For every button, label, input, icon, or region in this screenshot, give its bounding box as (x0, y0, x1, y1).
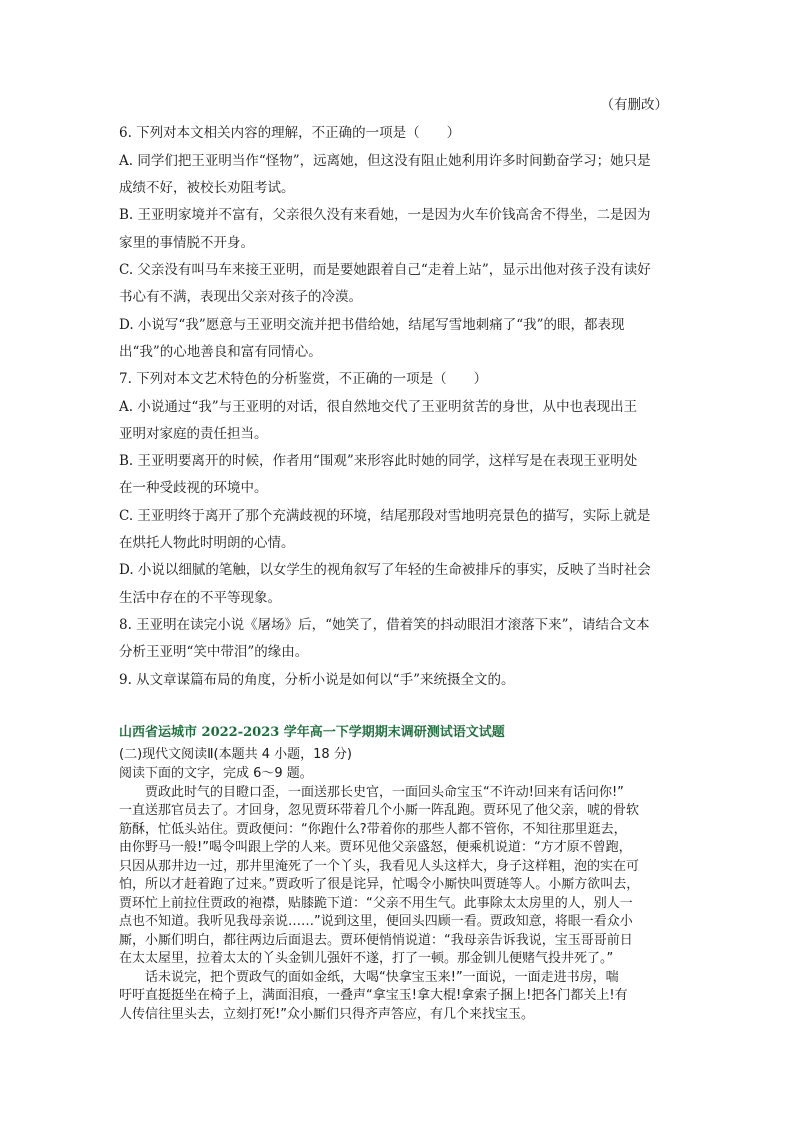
question-7-option-b-cont: 在一种受歧视的环境中。 (119, 480, 268, 496)
question-7-option-a: A. 小说通过“我”与王亚明的对话，很自然地交代了王亚明贫苦的身世，从中也表现出王 (119, 399, 638, 415)
question-6-option-c: C. 父亲没有叫马车来接王亚明，而是要她跟着自己“走着上站”，显示出他对孩子没有读好 (119, 262, 651, 278)
edit-note: （有删改） (600, 97, 668, 113)
question-8: 8. 王亚明在读完小说《屠场》后，“她笑了，借着笑的抖动眼泪才滚落下来”，请结合文本 (119, 617, 650, 633)
question-6-stem: 6. 下列对本文相关内容的理解，不正确的一项是（ ） (119, 125, 461, 141)
passage-line: 吁吁直挺挺坐在椅子上，满面泪痕，一叠声“拿宝玉!拿大棍!拿索子捆上!把各门都关上!有 (119, 988, 628, 1003)
passage-line: 话未说完，把个贾政气的面如金纸，大喝“快拿宝玉来!”一面说，一面走进书房，喘 (119, 970, 619, 985)
passage-line: 由你野马一般!”喝令叫跟上学的人来。贾环见他父亲盛怒，便乘机说道：“方才原不曾跑， (119, 840, 632, 855)
question-9: 9. 从文章谋篇布局的角度，分析小说是如何以“手”来统摄全文的。 (119, 672, 515, 688)
passage-line: 厮，小厮们明白，都往两边后面退去。贾环便悄悄说道：“我母亲告诉我说，宝玉哥哥前日 (119, 933, 633, 948)
passage-line: 贾政此时气的目瞪口歪，一面送那长史官，一面回头命宝玉“不许动!回来有话问你!” (119, 785, 624, 800)
question-6-option-d: D. 小说写“我”愿意与王亚明交流并把书借给她，结尾写雪地刺痛了“我”的眼，都表现 (119, 317, 625, 333)
question-6-option-d-cont: 出“我”的心地善良和富有同情心。 (119, 344, 322, 360)
passage-line: 筋酥，忙低头站住。贾政便问：“你跑什么?带着你的那些人都不管你，不知往那里逛去， (119, 822, 627, 837)
reading-instruction: 阅读下面的文字，完成 6～9 题。 (119, 766, 313, 781)
exam-source-title: 山西省运城市 2022-2023 学年高一下学期期末调研测试语文试题 (119, 725, 505, 740)
question-8-cont: 分析王亚明“笑中带泪”的缘由。 (119, 644, 309, 660)
question-6-option-c-cont: 书心有不满，表现出父亲对孩子的冷漠。 (119, 289, 362, 305)
passage-line: 点也不知道。我听见我母亲说……”说到这里，便回头四顾一看。贾政知意，将眼一看众小 (119, 914, 633, 929)
question-7-option-c-cont: 在烘托人物此时明朗的心情。 (119, 535, 295, 551)
passage-line: 一直送那官员去了。才回身，忽见贾环带着几个小厮一阵乱跑。贾环见了他父亲，唬的骨软 (119, 803, 640, 818)
question-6-option-a: A. 同学们把王亚明当作“怪物”，远离她，但这没有阻止她利用许多时间勤奋学习；她只是 (119, 153, 651, 169)
question-7-option-d-cont: 生活中存在的不平等现象。 (119, 590, 281, 606)
section-title: (二)现代文阅读Ⅱ(本题共 4 小题，18 分) (119, 747, 352, 762)
question-7-option-a-cont: 亚明对家庭的责任担当。 (119, 426, 268, 442)
passage-line: 贾环忙上前拉住贾政的袍襟，贴膝跪下道：“父亲不用生气。此事除太太房里的人，别人一 (119, 896, 633, 911)
question-6-option-a-cont: 成绩不好，被校长劝阻考试。 (119, 180, 295, 196)
question-7-option-b: B. 王亚明要离开的时候，作者用“围观”来形容此时她的同学，这样写是在表现王亚明处 (119, 453, 638, 469)
passage-line: 只因从那井边一过，那井里淹死了一个丫头，我看见人头这样大，身子这样粗，泡的实在可 (119, 859, 640, 874)
question-7-option-d: D. 小说以细腻的笔触，以女学生的视角叙写了年轻的生命被排斥的事实，反映了当时社会 (119, 562, 651, 578)
question-6-option-b-cont: 家里的事情脱不开身。 (119, 235, 254, 251)
passage-line: 怕，所以才赶着跑了过来。”贾政听了很是诧异，忙喝令小厮快叫贾琏等人。小厮方欲叫去， (119, 877, 640, 892)
question-6-option-b: B. 王亚明家境并不富有，父亲很久没有来看她，一是因为火车价钱高舍不得坐，二是因为 (119, 207, 651, 223)
passage-line: 人传信往里头去，立刻打死!”众小厮们只得齐声答应，有几个来找宝玉。 (119, 1007, 534, 1022)
question-7-option-c: C. 王亚明终于离开了那个充满歧视的环境，结尾那段对雪地明亮景色的描写，实际上就是 (119, 508, 651, 524)
passage-line: 在太太屋里，拉着太太的丫头金钏儿强奸不遂，打了一顿。那金钏儿便赌气投井死了。” (119, 951, 614, 966)
question-7-stem: 7. 下列对本文艺术特色的分析鉴赏，不正确的一项是（ ） (119, 371, 488, 387)
